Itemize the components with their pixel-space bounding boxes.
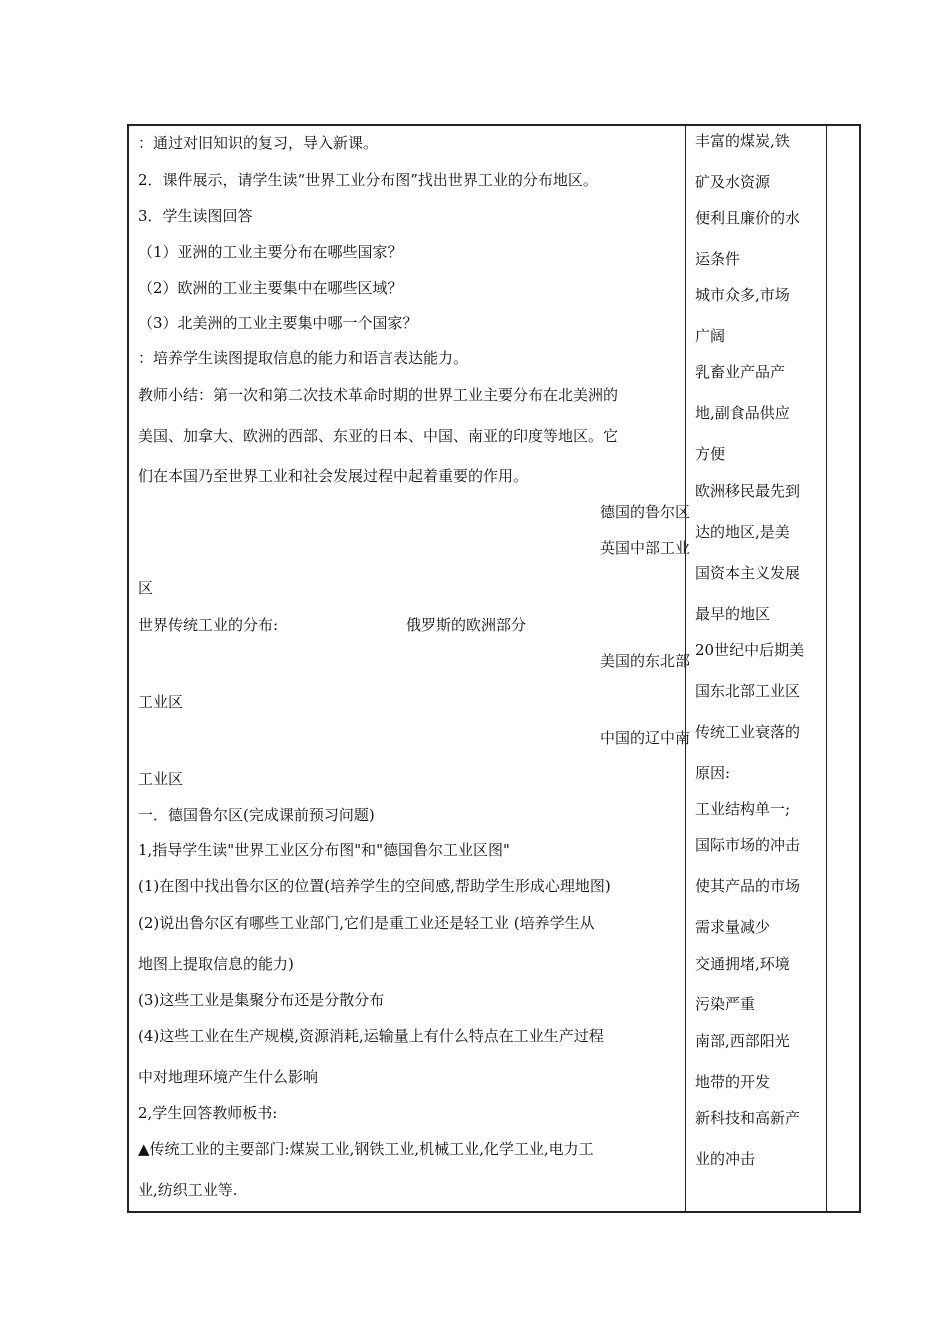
note-line: 丰富的煤炭,铁	[695, 132, 790, 150]
lesson-plan-table	[127, 124, 861, 1213]
note-line: 便利且廉价的水	[695, 209, 801, 227]
text-line: (4)这些工业在生产规模,资源消耗,运输量上有什么特点在工业生产过程	[138, 1027, 604, 1045]
text-line: (2)说出鲁尔区有哪些工业部门,它们是重工业还是轻工业 (培养学生从	[138, 914, 595, 932]
text-line: 中国的辽中南	[599, 729, 690, 747]
text-line: 工业区	[138, 693, 184, 711]
text-line: （3）北美洲的工业主要集中哪一个国家？	[138, 314, 418, 332]
text-line: 美国、加拿大、欧洲的西部、东亚的日本、中国、南亚的印度等地区。它	[138, 427, 619, 445]
note-line: 业的冲击	[695, 1150, 756, 1168]
note-line: 方便	[695, 445, 726, 463]
text-line: 2．课件展示，请学生读“世界工业分布图”找出世界工业的分布地区。	[138, 171, 598, 189]
note-line: 欧洲移民最先到	[695, 482, 801, 500]
text-line: 一．德国鲁尔区(完成课前预习问题)	[138, 806, 375, 824]
text-line: 俄罗斯的欧洲部分	[406, 616, 527, 634]
text-line: 美国的东北部	[599, 652, 690, 670]
text-line: 工业区	[138, 770, 184, 788]
note-line: 国东北部工业区	[695, 682, 801, 700]
note-line: 国资本主义发展	[695, 564, 801, 582]
note-line: 交通拥堵,环境	[695, 955, 790, 973]
text-line: ▲传统工业的主要部门:煤炭工业,钢铁工业,机械工业,化学工业,电力工	[138, 1140, 594, 1158]
note-line: 使其产品的市场	[695, 877, 801, 895]
text-line: 区	[138, 579, 154, 597]
note-line: 达的地区,是美	[695, 523, 790, 541]
note-line: 污染严重	[695, 995, 756, 1013]
column-divider-notes	[826, 126, 827, 1211]
text-line: 们在本国乃至世界工业和社会发展过程中起着重要的作用。	[138, 467, 529, 485]
note-line: 广阔	[695, 327, 726, 345]
text-line: ：通过对旧知识的复习，导入新课。	[138, 134, 379, 152]
text-line: （1）亚洲的工业主要分布在哪些国家？	[138, 243, 403, 261]
note-line: 工业结构单一;	[695, 800, 791, 818]
note-line: 南部,西部阳光	[695, 1032, 790, 1050]
text-line: 教师小结：第一次和第二次技术革命时期的世界工业主要分布在北美洲的	[138, 386, 619, 404]
text-line: 业,纺织工业等.	[138, 1181, 238, 1199]
text-line: 地图上提取信息的能力)	[138, 955, 294, 973]
text-line: 1,指导学生读"世界工业区分布图"和"德国鲁尔工业区图"	[138, 841, 510, 859]
note-line: 传统工业衰落的	[695, 723, 801, 741]
text-line: (3)这些工业是集聚分布还是分散分布	[138, 991, 385, 1009]
note-line: 乳畜业产品产	[695, 363, 786, 381]
note-line: 城市众多,市场	[695, 286, 790, 304]
note-line: 矿及水资源	[695, 173, 771, 191]
note-line: 20世纪中后期美	[695, 641, 805, 659]
note-line: 地带的开发	[695, 1073, 771, 1091]
note-line: 原因:	[695, 764, 731, 782]
text-line: （2）欧洲的工业主要集中在哪些区域？	[138, 279, 403, 297]
text-line: 3．学生读图回答	[138, 207, 253, 225]
note-line: 新科技和高新产	[695, 1109, 801, 1127]
text-line: 世界传统工业的分布:	[138, 616, 279, 634]
text-line: (1)在图中找出鲁尔区的位置(培养学生的空间感,帮助学生形成心理地图)	[138, 877, 611, 895]
note-line: 需求量减少	[695, 918, 771, 936]
text-line: 2,学生回答教师板书:	[138, 1104, 278, 1122]
text-line: 英国中部工业	[599, 539, 690, 557]
note-line: 运条件	[695, 250, 741, 268]
text-line: 德国的鲁尔区	[599, 503, 690, 521]
text-line: ：培养学生读图提取信息的能力和语言表达能力。	[138, 349, 469, 367]
note-line: 地,副食品供应	[695, 404, 790, 422]
note-line: 国际市场的冲击	[695, 836, 801, 854]
note-line: 最早的地区	[695, 605, 771, 623]
text-line: 中对地理环境产生什么影响	[138, 1068, 319, 1086]
